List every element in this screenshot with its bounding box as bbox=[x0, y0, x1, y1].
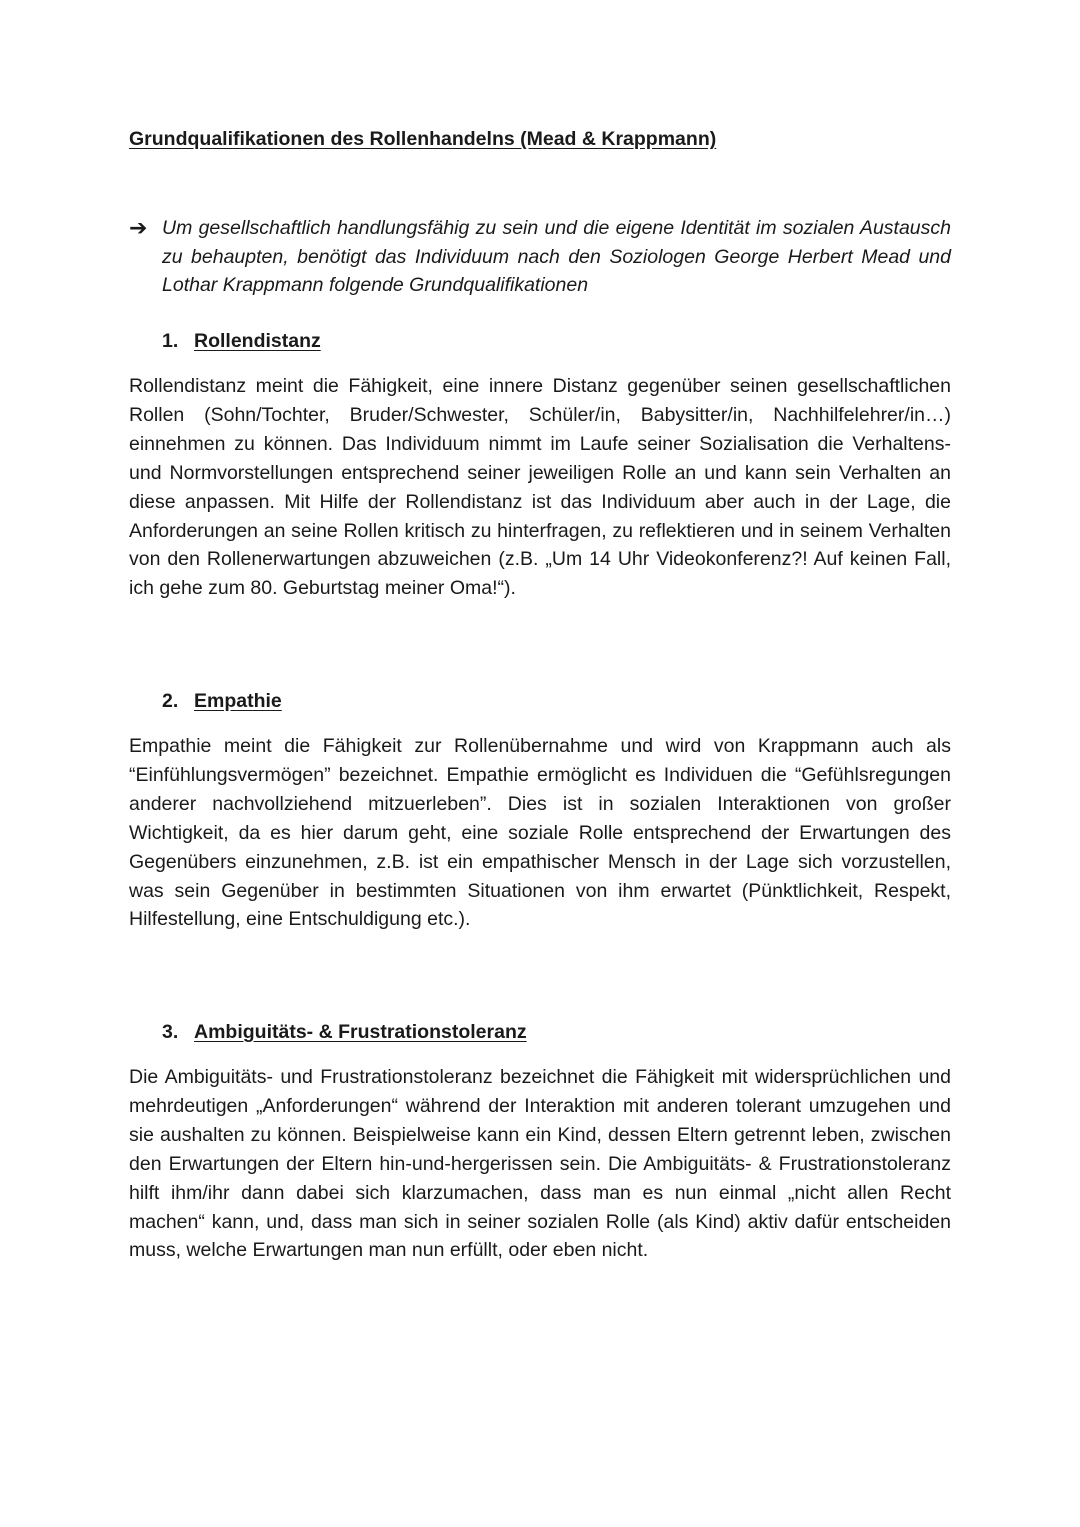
arrow-right-icon: ➔ bbox=[129, 215, 148, 240]
intro-text: Um gesellschaftlich handlungsfähig zu sein und die eigene Identität im sozialen Austausch zu behaupten, benötigt das Individuum nach den Soziologen George Herbert Mead und Lothar Krappmann folgende Grundqualifikationen bbox=[162, 217, 951, 296]
section-number: 3. bbox=[162, 1021, 179, 1043]
intro-block bbox=[129, 214, 951, 300]
section-title: Ambiguitäts- & Frustrationstoleranz bbox=[194, 1021, 527, 1043]
section-heading-empathie bbox=[162, 690, 282, 713]
section-body-ambiguitaetstoleranz: Die Ambiguitäts- und Frustrationstoleranz bezeichnet die Fähigkeit mit widersprüchlichen und mehrdeutigen „Anforderungen“ während der Interaktion mit anderen tolerant umzugehen und sie aushalten zu können. Beispielweise kann ein Kind, dessen Eltern getrennt leben, zwischen den Erwartungen der Eltern hin-und-hergerissen sein. Die Ambiguitäts- & Frustrationstoleranz hilft ihm/ihr dann dabei sich klarzumachen, dass man es nun einmal „nicht allen Recht machen“ kann, und, dass man sich in seiner sozialen Rolle (als Kind) aktiv dafür entscheiden muss, welche Erwartungen man nun erfüllt, oder eben nicht. bbox=[129, 1066, 951, 1262]
section-number: 2. bbox=[162, 690, 179, 712]
document-title: Grundqualifikationen des Rollenhandelns (Mead & Krappmann) bbox=[129, 128, 717, 150]
section-body-rollendistanz: Rollendistanz meint die Fähigkeit, eine innere Distanz gegenüber seinen gesellschaftlichen Rollen (Sohn/Tochter, Bruder/Schwester, Schüler/in, Babysitter/in, Nachhilfelehrer/in…) einnehmen zu können. Das Individuum nimmt im Laufe seiner Sozialisation die Verhaltens- und Normvorstellungen entsprechend seiner jeweiligen Rolle an und kann sein Verhalten an diese anpassen. Mit Hilfe der Rollendistanz ist das Individuum aber auch in der Lage, die Anforderungen an seine Rollen kritisch zu hinterfragen, zu reflektieren und in seinem Verhalten von den Rollenerwartungen abzuweichen (z.B. „Um 14 Uhr Videokonferenz?! Auf keinen Fall, ich gehe zum 80. Geburtstag meiner Oma!“). bbox=[129, 375, 951, 600]
section-body-empathie: Empathie meint die Fähigkeit zur Rollenübernahme und wird von Krappmann auch als “Einfühlungsvermögen” bezeichnet. Empathie ermöglicht es Individuen die “Gefühlsregungen anderer nachvollziehend mitzuerleben”. Dies ist in sozialen Interaktionen von großer Wichtigkeit, da es hier darum geht, eine soziale Rolle entsprechend der Erwartungen des Gegenübers einzunehmen, z.B. ist ein empathischer Mensch in der Lage sich vorzustellen, was sein Gegenüber in bestimmten Situationen von ihm erwartet (Pünktlichkeit, Respekt, Hilfestellung, eine Entschuldigung etc.). bbox=[129, 735, 951, 931]
section-title: Empathie bbox=[194, 690, 282, 712]
section-title: Rollendistanz bbox=[194, 330, 321, 352]
section-heading-ambiguitaetstoleranz bbox=[162, 1021, 527, 1044]
section-heading-rollendistanz bbox=[162, 330, 321, 353]
section-number: 1. bbox=[162, 330, 179, 352]
